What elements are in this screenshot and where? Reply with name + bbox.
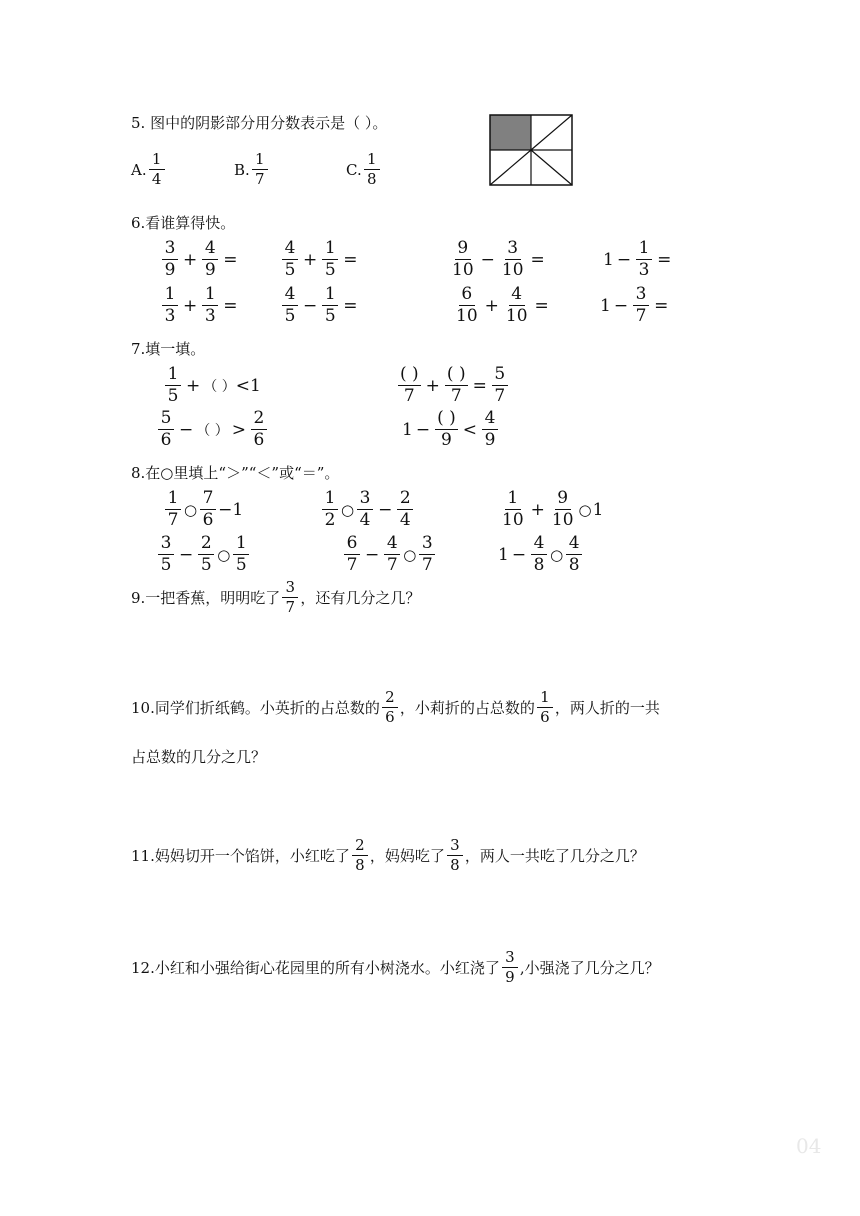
compare-circle[interactable]: ○ xyxy=(550,545,564,564)
divider-line xyxy=(531,115,572,150)
divider-line xyxy=(531,150,572,185)
q8-expr-1: $\frac{1}{7}$ ○ $\frac{7}{6}$ −1 xyxy=(163,490,243,529)
q5-text: 5. 图中的阴影部分用分数表示是（ ）。 xyxy=(131,114,388,132)
compare-circle[interactable]: ○ xyxy=(403,545,417,564)
option-label: B. xyxy=(234,160,250,179)
fraction: $\frac{1}{8}$ xyxy=(364,152,380,187)
q5-option-b xyxy=(234,152,270,187)
option-label: A. xyxy=(131,160,147,179)
q12-question: 12.小红和小强给街心花园里的所有小树浇水。小红浇了 $\frac{3}{9}$ ,小强浇了几分之几？ xyxy=(131,948,660,986)
q7-title: 7.填一填。 xyxy=(131,340,206,358)
q9-question: 9.一把香蕉，明明吃了 $\frac{3}{7}$ ，还有几分之几？ xyxy=(131,578,421,616)
compare-circle[interactable]: ○ xyxy=(217,545,231,564)
q7-expr-2: $\frac{( )}{7}$ + $\frac{( )}{7}$ = $\frac{5}{7}$ xyxy=(396,366,510,405)
q6-expr-4: 1 − $\frac{1}{3}$ = xyxy=(603,238,672,280)
fraction: $\frac{1}{7}$ xyxy=(252,152,268,187)
compare-circle[interactable]: ○ xyxy=(341,500,355,519)
q8-title: 8.在○里填上“＞”“＜”或“＝”。 xyxy=(131,464,340,482)
q10-line2: 占总数的几分之几？ xyxy=(131,748,267,766)
q7-expr-4: 1 − $\frac{( )}{9}$ < $\frac{4}{9}$ xyxy=(402,410,500,449)
q6-expr-7: $\frac{6}{10}$ + $\frac{4}{10}$ = xyxy=(456,284,549,326)
q8-expr-5: $\frac{6}{7}$ − $\frac{4}{7}$ ○ $\frac{3}{7}$ xyxy=(342,535,437,574)
q5-option-c xyxy=(346,152,382,187)
q6-expr-8: 1 − $\frac{3}{7}$ = xyxy=(600,284,669,326)
shaded-square-figure xyxy=(489,114,573,186)
divider-line xyxy=(490,150,531,185)
q10-question: 10.同学们折纸鹤。小英折的占总数的 $\frac{2}{6}$ ，小莉折的占总数的 $\frac{1}{6}$ ，两人折的一共 xyxy=(131,688,660,726)
q6-expr-6: $\frac{4}{5}$ − $\frac{1}{5}$ = xyxy=(280,286,361,325)
q6-title: 6.看谁算得快。 xyxy=(131,214,236,232)
q6-expr-3: $\frac{9}{10}$ − $\frac{3}{10}$ = xyxy=(452,238,545,280)
page-number: 04 xyxy=(796,1134,822,1158)
q8-expr-2: $\frac{1}{2}$ ○ $\frac{3}{4}$ − $\frac{2}{4}$ xyxy=(320,490,415,529)
fraction: $\frac{1}{4}$ xyxy=(149,152,165,187)
q11-question: 11.妈妈切开一个馅饼，小红吃了 $\frac{2}{8}$ ，妈妈吃了 $\frac{3}{8}$ ，两人一共吃了几分之几？ xyxy=(131,836,645,874)
q7-expr-1: $\frac{1}{5}$ + （ ） <1 xyxy=(163,366,261,405)
q8-expr-6: 1 − $\frac{4}{8}$ ○ $\frac{4}{8}$ xyxy=(498,535,584,574)
q8-expr-3: $\frac{1}{10}$ + $\frac{9}{10}$ ○ 1 xyxy=(502,488,604,530)
option-label: C. xyxy=(346,160,362,179)
q8-expr-4: $\frac{3}{5}$ − $\frac{2}{5}$ ○ $\frac{1}{5}$ xyxy=(156,535,251,574)
q6-expr-2: $\frac{4}{5}$ + $\frac{1}{5}$ = xyxy=(280,240,361,279)
q5-option-a xyxy=(131,152,167,187)
q6-expr-5: $\frac{1}{3}$ + $\frac{1}{3}$ = xyxy=(160,286,241,325)
compare-circle[interactable]: ○ xyxy=(578,500,592,519)
compare-circle[interactable]: ○ xyxy=(184,500,198,519)
shaded-region xyxy=(490,115,531,150)
q6-expr-1: $\frac{3}{9}$ + $\frac{4}{9}$ = xyxy=(160,240,241,279)
q7-expr-3: $\frac{5}{6}$ − （ ） > $\frac{2}{6}$ xyxy=(156,410,269,449)
